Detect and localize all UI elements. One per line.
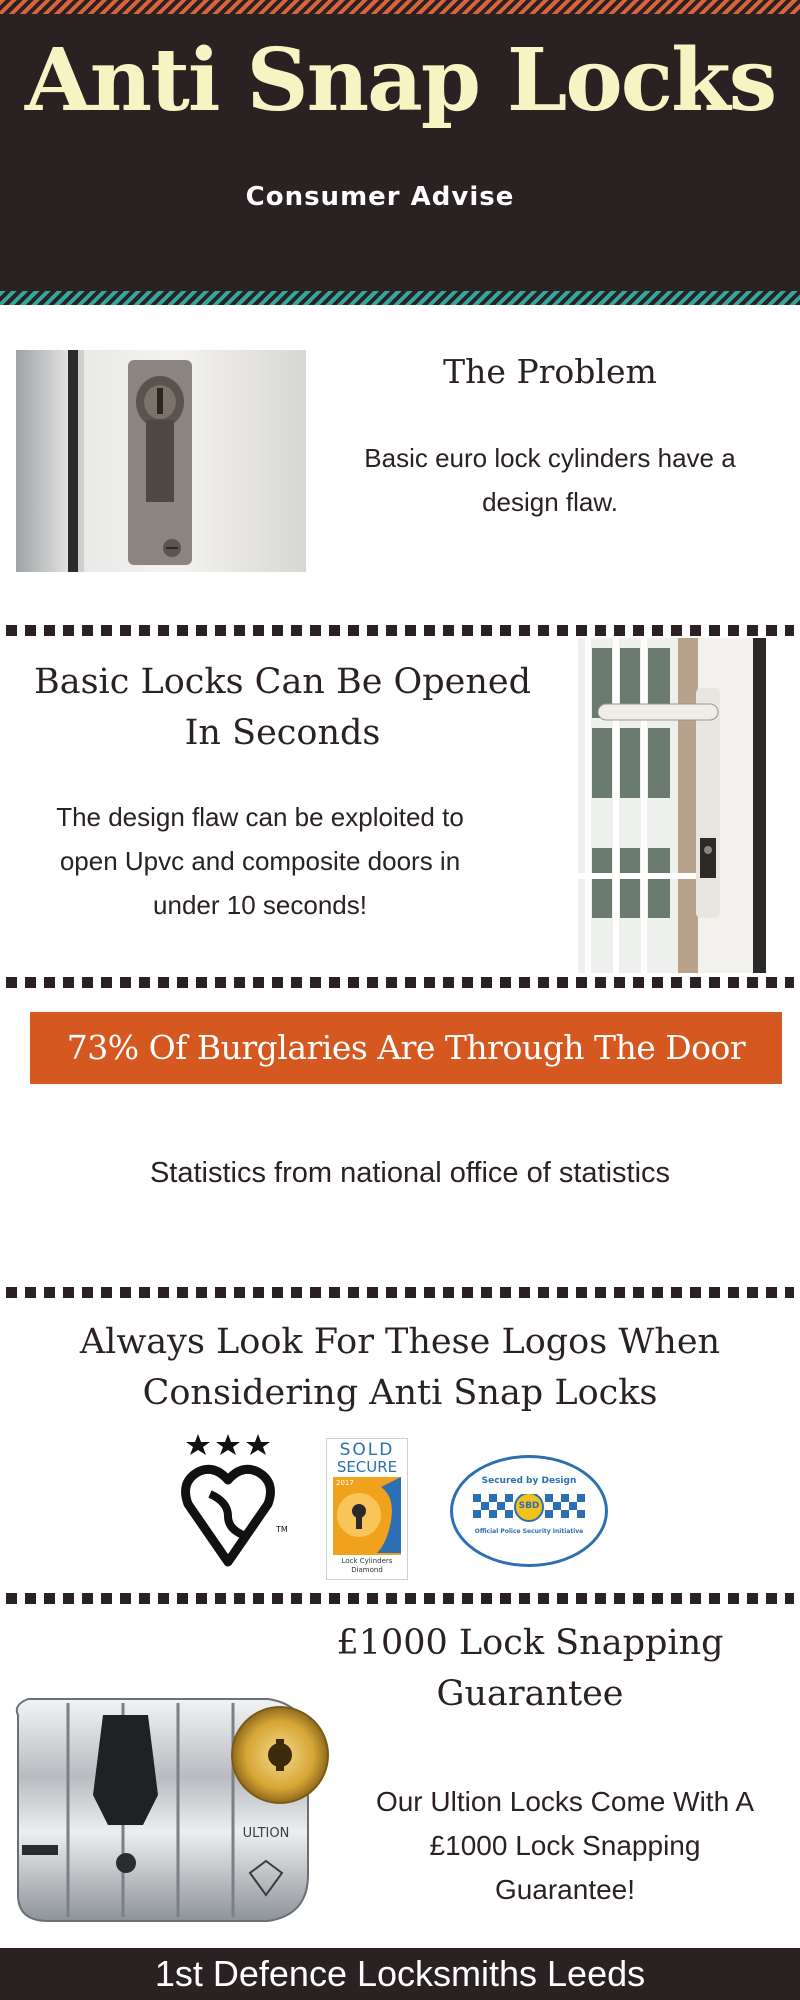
header-bottom-stripe <box>0 291 800 305</box>
sold-secure-year: 2017 <box>336 1479 354 1487</box>
euro-cylinder-photo <box>16 350 306 572</box>
problem-body: Basic euro lock cylinders have a design flaw. <box>364 443 736 517</box>
ultion-lock-photo <box>8 1685 358 1935</box>
kitemark-logo <box>180 1432 290 1572</box>
sold-secure-caption2: Diamond <box>351 1566 383 1574</box>
sold-secure-line2: SECURE <box>336 1458 398 1476</box>
sold-secure-line1: SOLD <box>339 1440 395 1460</box>
page-title: Anti Snap Locks <box>24 30 776 131</box>
sbd-top-text: Secured by Design <box>481 1476 577 1486</box>
footer-company-name: 1st Defence Locksmiths Leeds <box>0 1948 800 2000</box>
seconds-heading: Basic Locks Can Be Opened In Seconds <box>33 662 532 753</box>
sbd-center-text: SBD <box>518 1501 540 1511</box>
sold-secure-logo <box>326 1438 408 1580</box>
section-divider <box>6 977 794 988</box>
kitemark-icon <box>180 1432 290 1572</box>
sold-secure-caption1: Lock Cylinders <box>341 1557 393 1565</box>
statistics-source: Statistics from national office of statistics <box>149 1157 671 1189</box>
secured-by-design-logo <box>450 1455 608 1567</box>
kitemark-tm: TM <box>276 1525 288 1534</box>
guarantee-heading: £1000 Lock Snapping Guarantee <box>336 1623 724 1714</box>
page-subtitle: Consumer Advise <box>245 182 515 212</box>
seconds-body: The design flaw can be exploited to open Upvc and composite doors in under 10 seconds! <box>56 802 464 920</box>
sold-secure-emblem <box>333 1477 401 1555</box>
door-handle-photo <box>578 638 766 973</box>
header-top-stripe <box>0 0 800 14</box>
section-divider <box>6 1593 794 1604</box>
section-divider <box>6 625 794 636</box>
burglary-stat-banner: 73% Of Burglaries Are Through The Door <box>30 1012 782 1084</box>
logos-heading: Always Look For These Logos When Considering Anti Snap Locks <box>79 1322 721 1413</box>
problem-heading: The Problem <box>443 352 657 391</box>
sbd-bottom-text: Official Police Security Initiative <box>474 1528 584 1535</box>
keyhole-icon <box>333 1477 401 1555</box>
guarantee-body: Our Ultion Locks Come With A £1000 Lock Snapping Guarantee! <box>375 1786 755 1905</box>
section-divider <box>6 1287 794 1298</box>
ultion-brand-text: ULTION <box>242 1826 290 1841</box>
